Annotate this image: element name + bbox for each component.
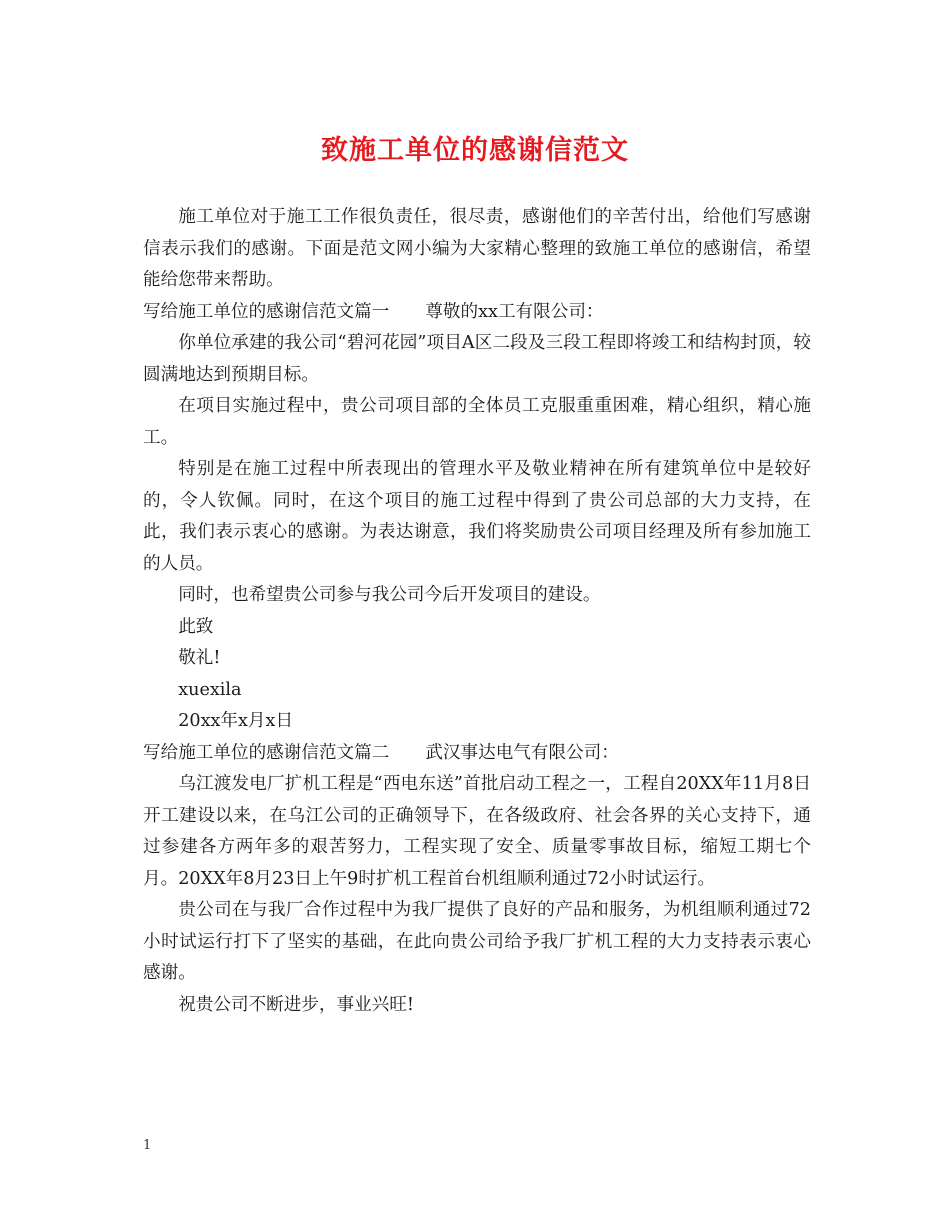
letter1-paragraph-4: 同时，也希望贵公司参与我公司今后开发项目的建设。 [178, 585, 601, 605]
letter2-paragraph-3: 祝贵公司不断进步，事业兴旺! [178, 994, 414, 1015]
letter1-paragraph-2: 在项目实施过程中，贵公司项目部的全体员工克服重重困难，精心组织，精心施工。 [143, 396, 811, 448]
document-title: 致施工单位的感谢信范文 [321, 135, 629, 166]
document-body [143, 202, 811, 1021]
letter2-heading-line [143, 738, 811, 770]
letter1-closing-2: 敬礼! [178, 648, 221, 668]
letter1-signature: xuexila [178, 679, 242, 700]
letter1-paragraph-3: 特别是在施工过程中所表现出的管理水平及敬业精神在所有建筑单位中是较好的，令人钦佩。同时，在这个项目的施工过程中得到了贵公司总部的大力支持，在此，我们表示衷心的感谢。为表达谢意，我们将奖励贵公司项目经理及所有参加施工的人员。 [143, 459, 811, 574]
letter1-heading-line [143, 297, 811, 329]
letter2-salutation: 武汉事达电气有限公司： [425, 742, 619, 763]
letter1-paragraph-1: 你单位承建的我公司“碧河花园”项目A区二段及三段工程即将竣工和结构封顶，较圆满地达到预期目标。 [143, 333, 811, 385]
letter1-date: 20xx年x月x日 [178, 711, 294, 731]
letter1-heading: 写给施工单位的感谢信范文篇一 [143, 301, 390, 322]
letter2-heading: 写给施工单位的感谢信范文篇二 [143, 742, 390, 763]
intro-paragraph: 施工单位对于施工工作很负责任，很尽责，感谢他们的辛苦付出，给他们写感谢信表示我们的感谢。下面是范文网小编为大家精心整理的致施工单位的感谢信，希望能给您带来帮助。 [143, 207, 811, 290]
letter1-salutation: 尊敬的xx工有限公司： [425, 301, 604, 322]
page-number: 1 [143, 1138, 152, 1153]
letter1-closing-1: 此致 [178, 616, 214, 637]
letter2-paragraph-2: 贵公司在与我厂合作过程中为我厂提供了良好的产品和服务，为机组顺利通过72小时试运行打下了坚实的基础，在此向贵公司给予我厂扩机工程的大力支持表示衷心感谢。 [143, 900, 811, 983]
letter2-paragraph-1: 乌江渡发电厂扩机工程是“西电东送”首批启动工程之一，工程自20XX年11月8日开工建设以来，在乌江公司的正确领导下，在各级政府、社会各界的关心支持下，通过参建各方两年多的艰苦努力，工程实现了安全、质量零事故目标，缩短工期七个月。20XX年8月23日上午9时扩机工程首台机组顺利通过72小时试运行。 [143, 774, 811, 889]
